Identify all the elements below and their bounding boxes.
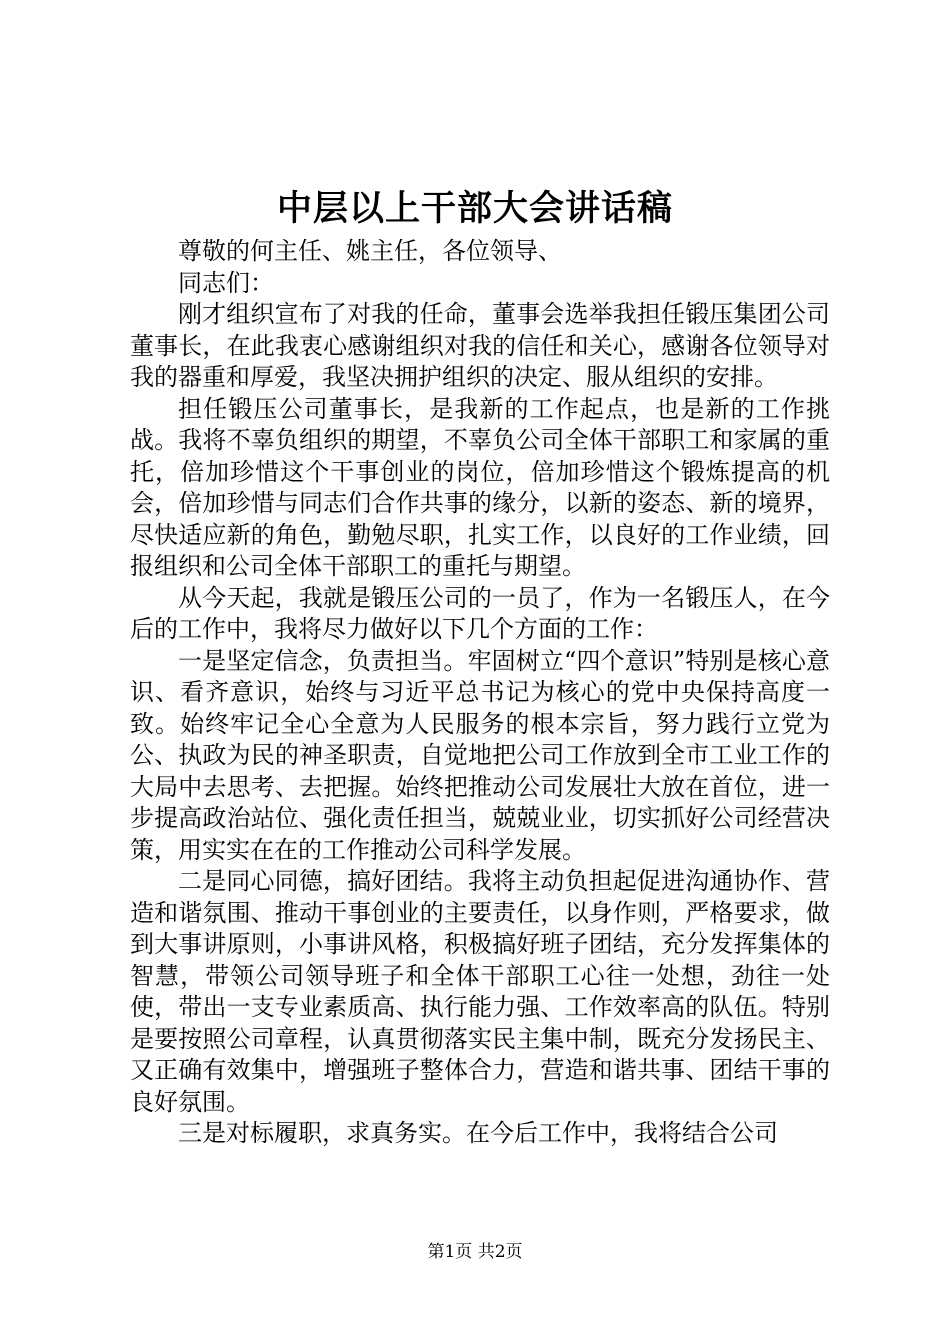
- body-paragraph: 二是同心同德，搞好团结。我将主动负担起促进沟通协作、营造和谐氛围、推动干事创业的主要责任，以身作则，严格要求，做到大事讲原则，小事讲风格，积极搞好班子团结，充分发挥集体的智慧，带领公司领导班子和全体干部职工心往一处想，劲往一处使，带出一支专业素质高、执行能力强、工作效率高的队伍。特别是要按照公司章程，认真贯彻落实民主集中制，既充分发扬民主、又正确有效集中，增强班子整体合力，营造和谐共事、团结干事的良好氛围。: [130, 867, 830, 1116]
- body-paragraph: 三是对标履职，求真务实。在今后工作中，我将结合公司: [178, 1119, 778, 1147]
- body-paragraph: 担任锻压公司董事长，是我新的工作起点，也是新的工作挑战。我将不辜负组织的期望，不辜负公司全体干部职工和家属的重托，倍加珍惜这个干事创业的岗位，倍加珍惜这个锻炼提高的机会，倍加珍惜与同志们合作共事的缘分，以新的姿态、新的境界，尽快适应新的角色，勤勉尽职，扎实工作，以良好的工作业绩，回报组织和公司全体干部职工的重托与期望。: [130, 394, 830, 580]
- body-paragraph: 刚才组织宣布了对我的任命，董事会选举我担任锻压集团公司董事长，在此我衷心感谢组织对我的信任和关心，感谢各位领导对我的器重和厚爱，我坚决拥护组织的决定、服从组织的安排。: [130, 300, 830, 391]
- document-title: 中层以上干部大会讲话稿: [276, 188, 673, 229]
- body-paragraph: 一是坚定信念，负责担当。牢固树立“四个意识”特别是核心意识、看齐意识，始终与习近平总书记为核心的党中央保持高度一致。始终牢记全心全意为人民服务的根本宗旨，努力践行立党为公、执政为民的神圣职责，自觉地把公司工作放到全市工业工作的大局中去思考、去把握。始终把推动公司发展壮大放在首位，进一步提高政治站位、强化责任担当，兢兢业业，切实抓好公司经营决策，用实实在在的工作推动公司科学发展。: [130, 646, 830, 864]
- salutation-line: 同志们：: [178, 268, 274, 297]
- body-paragraph: 从今天起，我就是锻压公司的一员了，作为一名锻压人，在今后的工作中，我将尽力做好以下几个方面的工作：: [130, 583, 830, 643]
- salutation-line: 尊敬的何主任、姚主任，各位领导、: [178, 237, 562, 265]
- page-footer: 第1页 共2页: [427, 1242, 523, 1262]
- document-body: [130, 236, 830, 1150]
